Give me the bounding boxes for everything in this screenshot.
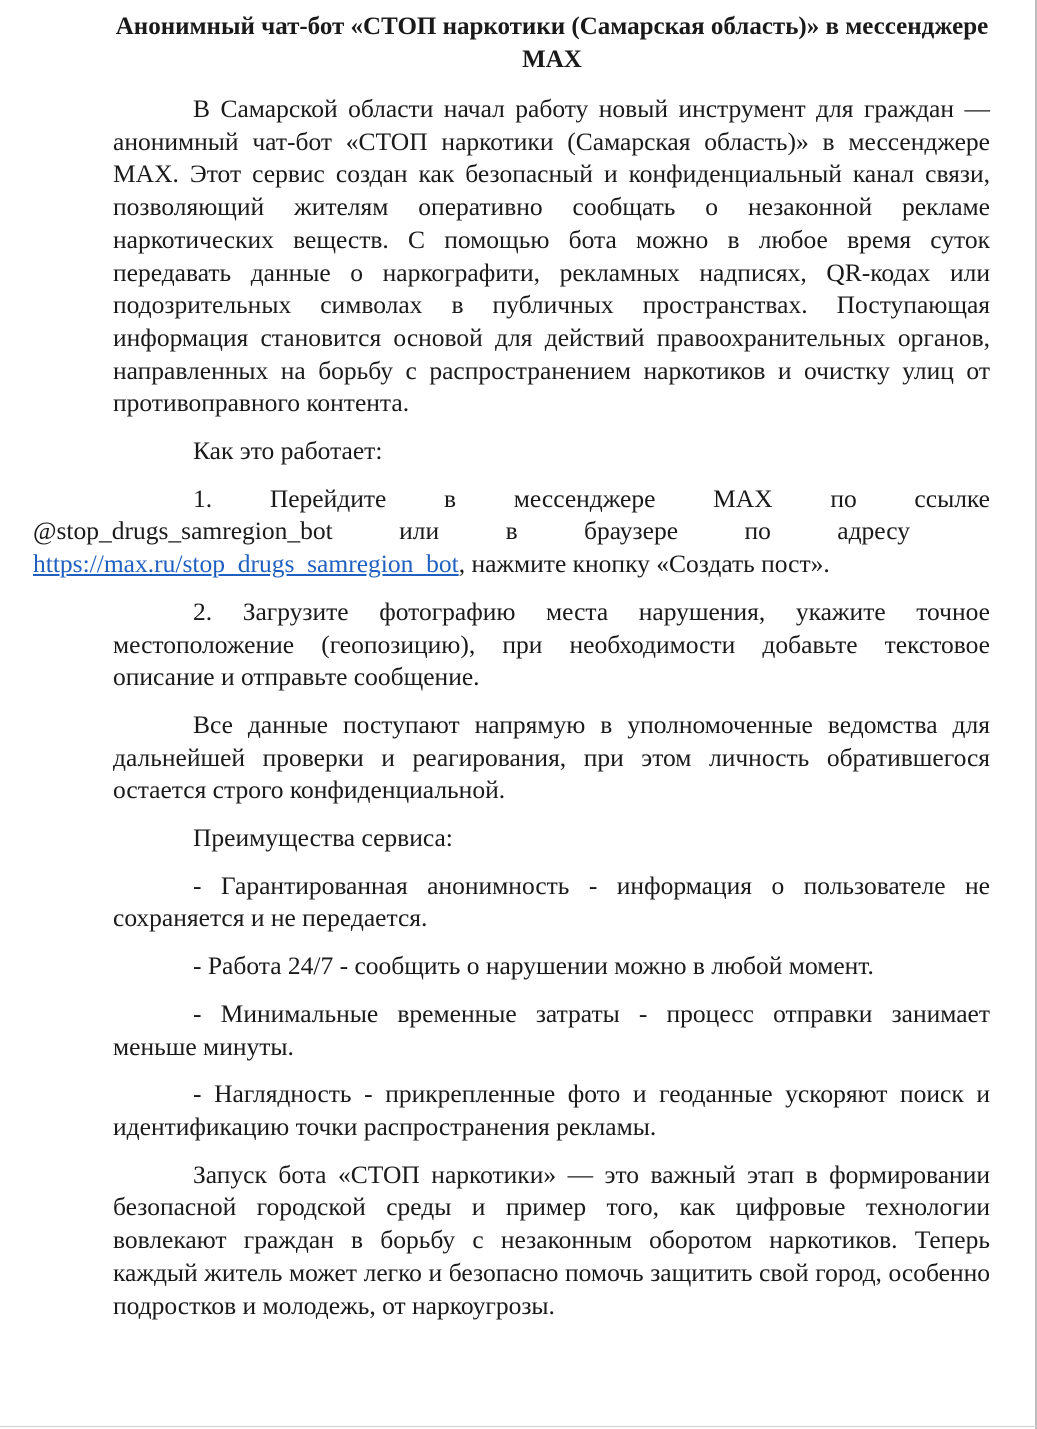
advantages-heading: Преимущества сервиса: <box>193 823 453 853</box>
document-body <box>33 93 990 1337</box>
advantage-item: - Работа 24/7 - сообщить о нарушении можно в любой момент. <box>193 951 874 981</box>
step-1-line-1: 1. Перейдите в мессенджере MAX по ссылке <box>193 483 990 513</box>
conclusion-paragraph: Запуск бота «СТОП наркотики» — это важный этап в формировании безопасной городской среды и пример того, как цифровые технологии вовлекают граждан в борьбу с незаконным оборотом наркотиков. Теперь каждый житель может легко и безопасно помочь защитить свой город, особенно подростков и молодежь, от наркоугрозы. <box>113 1159 990 1320</box>
document-title: Анонимный чат-бот «СТОП наркотики (Самарская область)» в мессенджере MAX <box>115 13 989 73</box>
intro-paragraph: В Самарской области начал работу новый инструмент для граждан — анонимный чат-бот «СТОП наркотики (Самарская область)» в мессенджере MAX. Этот сервис создан как безопасный и конфиденциальный канал связи, позволяющий жителям оперативно сообщать о незаконной рекламе наркотических веществ. С помощью бота можно в любое время суток передавать данные о наркографити, рекламных надписях, QR-кодах или подозрительных символах в публичных пространствах. Поступающая информация становится основой для действий правоохранительных органов, направленных на борьбу с распространением наркотиков и очистку улиц от противоправного контента. <box>113 94 990 418</box>
how-it-works-heading: Как это работает: <box>193 436 383 466</box>
advantage-item: - Гарантированная анонимность - информация о пользователе не сохраняется и не передается. <box>113 870 990 933</box>
step-1-tail: , нажмите кнопку «Создать пост». <box>458 549 830 579</box>
step-2-paragraph: 2. Загрузите фотографию места нарушения, укажите точное местоположение (геопозицию), при необходимости добавьте текстовое описание и отправьте сообщение. <box>113 596 990 692</box>
page-edge-bottom <box>0 1426 1037 1427</box>
data-note-paragraph: Все данные поступают напрямую в уполномоченные ведомства для дальнейшей проверки и реагирования, при этом личность обратившегося остается строго конфиденциальной. <box>113 709 990 805</box>
advantage-item: - Минимальные временные затраты - процесс отправки занимает меньше минуты. <box>113 998 990 1061</box>
step-1-line-2: @stop_drugs_samregion_bot или в браузере по адресу <box>33 516 910 546</box>
step-1-paragraph <box>33 483 990 581</box>
bot-url-link[interactable]: https://max.ru/stop_drugs_samregion_bot <box>33 549 459 579</box>
advantage-item: - Наглядность - прикрепленные фото и геоданные ускоряют поиск и идентификацию точки распространения рекламы. <box>113 1079 990 1141</box>
